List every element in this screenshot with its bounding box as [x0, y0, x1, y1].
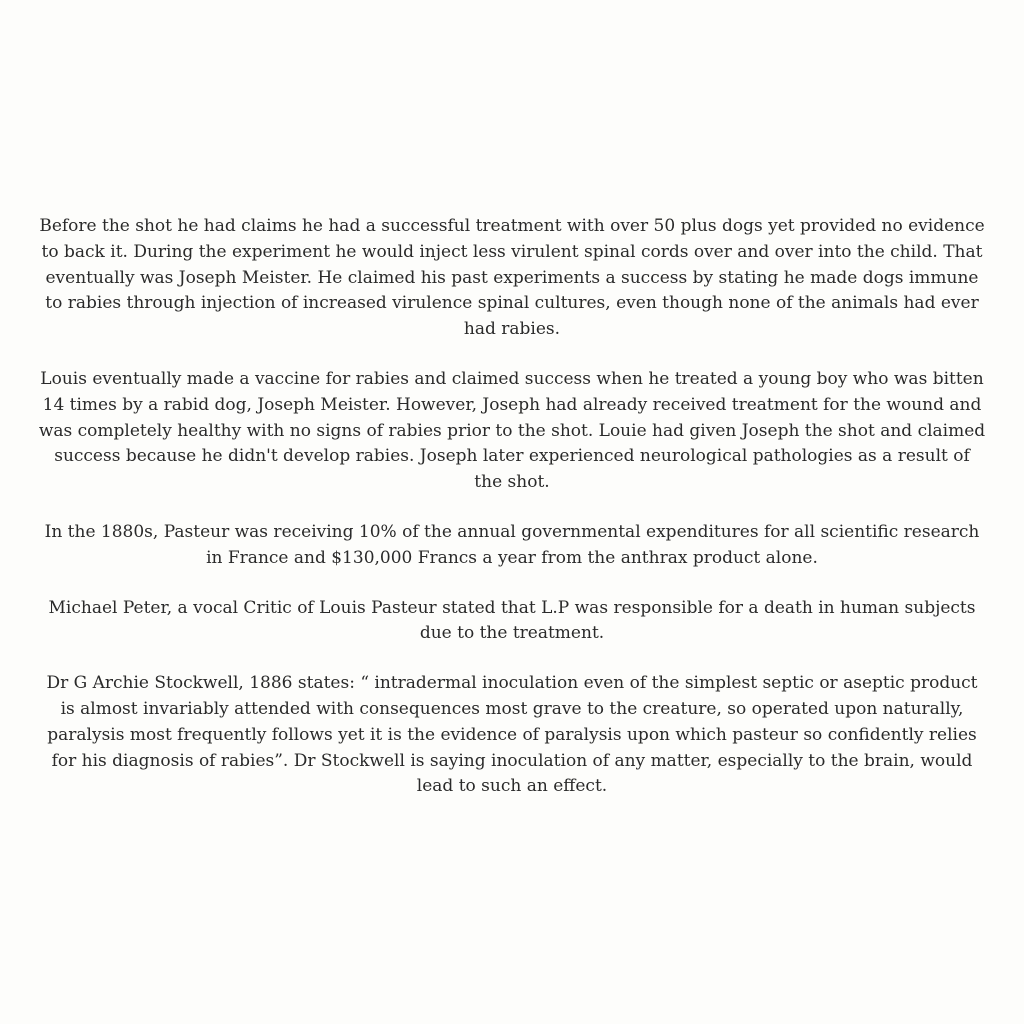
paragraph-stockwell-quote: Dr G Archie Stockwell, 1886 states: “ intradermal inoculation even of the simplest septic or aseptic product is almost invariably attended with consequences most grave to the creature, so operated upon naturally, paralysis most frequently follows yet it is the evidence of paralysis upon which pasteur so confidently relies for his diagnosis of rabies”. Dr Stockwell is saying inoculation of any matter, especially to the brain, would lead to such an effect. — [46, 673, 978, 797]
paragraph-experiment-claims: Before the shot he had claims he had a successful treatment with over 50 plus dogs yet provided no evidence to back it. During the experiment he would inject less virulent spinal cords over and over into the child. That eventually was Joseph Meister. He claimed his past experiments a success by stating he made dogs immune to rabies through injection of increased virulence spinal cultures, even though none of the animals had ever had rabies. — [39, 216, 985, 340]
paragraph-rabies-vaccine: Louis eventually made a vaccine for rabies and claimed success when he treated a young boy who was bitten 14 times by a rabid dog, Joseph Meister. However, Joseph had already received treatment for the wound and was completely healthy with no signs of rabies prior to the shot. Louie had given Joseph the shot and claimed success because he didn't develop rabies. Joseph later experienced neurological pathologies as a result of the shot. — [38, 368, 986, 493]
paragraph-funding: In the 1880s, Pasteur was receiving 10% of the annual governmental expenditures for all scientific research in France and $130,000 Francs a year from the anthrax product alone. — [44, 521, 980, 568]
paragraph-michael-peter: Michael Peter, a vocal Critic of Louis Pasteur stated that L.P was responsible for a death in human subjects due to the treatment. — [48, 597, 976, 644]
document-body — [38, 214, 986, 800]
